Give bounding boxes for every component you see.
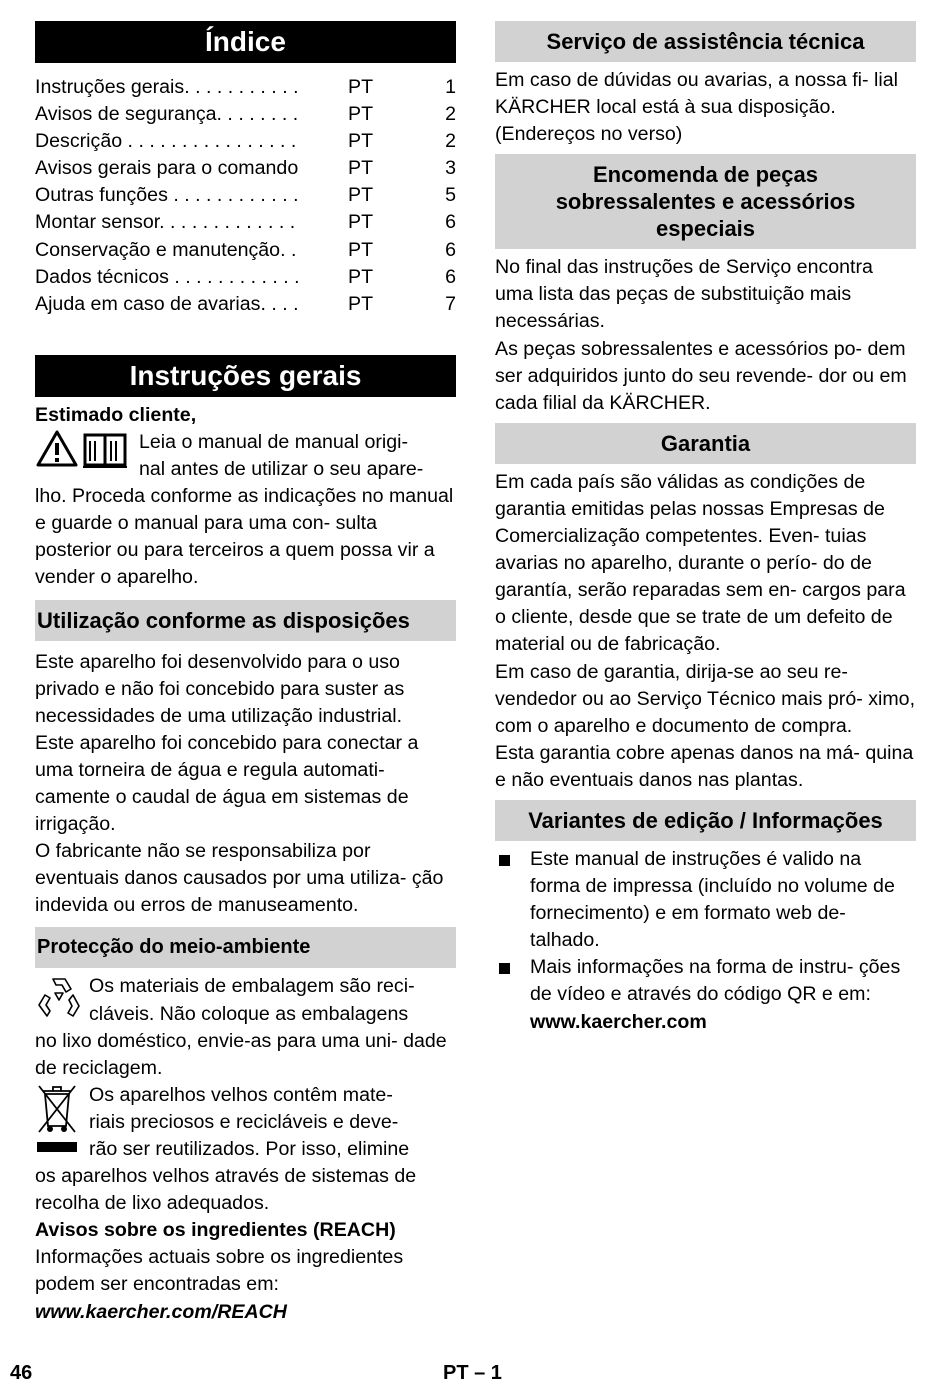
intro-line-2: nal antes de utilizar o seu apare- bbox=[139, 458, 424, 481]
left-column bbox=[35, 21, 456, 1326]
toc-page: 1 bbox=[445, 76, 456, 98]
reach-text: Informações actuais sobre os ingredientes podem ser encontradas em: bbox=[35, 1246, 404, 1296]
parts-p1: No final das instruções de Serviço encontra uma lista das peças de substituição mais necessárias. bbox=[495, 256, 873, 333]
toc-page: 6 bbox=[445, 265, 456, 288]
toc-title: Avisos de segurança. . . . . . . . bbox=[35, 103, 299, 126]
weee-block bbox=[35, 1082, 456, 1217]
recycling-icon bbox=[35, 973, 83, 1021]
warranty-p1: Em cada país são válidas as condições de garantia emitidas pelas nossas Empresas de Comercialização competentes. Even- tuias avarias no aparelho, durante o perío- do de garantía, serão reparadas sem en- cargos para o cliente, desde que se trate de um defeito de material ou de fabricação. bbox=[495, 470, 906, 656]
recycling-block bbox=[35, 973, 456, 1081]
environment-heading: Protecção do meio-ambiente bbox=[35, 927, 456, 968]
toc-lang: PT bbox=[348, 211, 374, 234]
warning-book-icon bbox=[35, 429, 133, 469]
parts-heading-line-2: sobressalentes e acessórios bbox=[555, 189, 856, 215]
weee-line-1: Os aparelhos velhos contêm mate- bbox=[89, 1083, 393, 1106]
read-manual-icons bbox=[35, 429, 133, 483]
table-of-contents bbox=[35, 74, 456, 318]
toc-lang: PT bbox=[348, 130, 374, 153]
intro-text: lho. Proceda conforme as indicações no manual e guarde o manual para uma con- sulta posterior ou para terceiros a quem possa vir a vender o aparelho. bbox=[35, 485, 454, 589]
toc-title: Ajuda em caso de avarias. . . . bbox=[35, 292, 299, 315]
toc-page: 2 bbox=[445, 130, 456, 153]
toc-row bbox=[35, 182, 456, 209]
intro-line-1: Leia o manual de manual origi- bbox=[139, 430, 409, 453]
toc-lang: PT bbox=[348, 157, 374, 180]
toc-row bbox=[35, 209, 456, 236]
parts-heading-line-3: especiais bbox=[655, 216, 756, 242]
toc-lang: PT bbox=[348, 292, 374, 315]
service-heading: Serviço de assistência técnica bbox=[495, 21, 916, 62]
warranty-p3: Esta garantia cobre apenas danos na má- quina e não eventuais danos nas plantas. bbox=[495, 741, 914, 791]
toc-row bbox=[35, 237, 456, 264]
variants-item-1: Este manual de instruções é valido na forma de impressa (incluído no volume de fornecimento) e em formato web de- talhado. bbox=[530, 847, 895, 952]
toc-row bbox=[35, 155, 456, 182]
square-bullet-icon bbox=[499, 963, 510, 974]
variants-heading: Variantes de edição / Informações bbox=[495, 800, 916, 841]
toc-title: Instruções gerais. . . . . . . . . . . bbox=[35, 76, 299, 98]
weee-line-3: rão ser reutilizados. Por isso, elimine bbox=[89, 1138, 410, 1160]
recycle-line-2: cláveis. Não coloque as embalagens bbox=[89, 1002, 409, 1025]
service-text: Em caso de dúvidas ou avarias, a nossa fi- lial KÄRCHER local está à sua disposição. (Endereços no verso) bbox=[495, 69, 898, 146]
toc-page: 6 bbox=[445, 238, 456, 261]
recycling-icon-box bbox=[35, 973, 83, 1027]
index-heading: Índice bbox=[35, 21, 456, 63]
toc-lang: PT bbox=[348, 184, 374, 207]
toc-row bbox=[35, 264, 456, 291]
toc-row bbox=[35, 74, 456, 101]
weee-icon-box bbox=[35, 1082, 83, 1162]
intended-use-p1: Este aparelho foi desenvolvido para o uso privado e não foi concebido para suster as necessidades de uma utilização industrial. bbox=[35, 650, 405, 727]
recycle-line-1: Os materiais de embalagem são reci- bbox=[89, 975, 415, 998]
right-column bbox=[495, 21, 916, 1036]
kaercher-link[interactable]: www.kaercher.com bbox=[530, 1010, 707, 1033]
toc-page: 7 bbox=[445, 292, 456, 315]
footer-lang-page: PT – 1 bbox=[443, 1362, 502, 1384]
warranty-p2: Em caso de garantia, dirija-se ao seu re- vendedor ou ao Serviço Técnico mais pró- ximo, com o aparelho e documento de compra. bbox=[495, 660, 916, 737]
general-instructions-heading: Instruções gerais bbox=[35, 355, 456, 397]
crossed-bin-icon bbox=[35, 1082, 79, 1160]
page-number: 46 bbox=[10, 1362, 33, 1384]
toc-row bbox=[35, 128, 456, 155]
toc-page: 3 bbox=[445, 157, 456, 180]
variants-item-2: Mais informações na forma de instru- ções de vídeo e através do código QR e em: bbox=[530, 956, 901, 1006]
toc-title: Dados técnicos . . . . . . . . . . . . bbox=[35, 265, 300, 288]
square-bullet-icon bbox=[499, 855, 510, 866]
reach-heading: Avisos sobre os ingredientes (REACH) bbox=[35, 1219, 396, 1242]
parts-heading bbox=[495, 154, 916, 249]
toc-title: Montar sensor. . . . . . . . . . . . . bbox=[35, 211, 296, 234]
toc-row bbox=[35, 101, 456, 128]
intended-use-heading: Utilização conforme as disposições bbox=[35, 600, 456, 641]
toc-title: Conservação e manutenção. . bbox=[35, 238, 297, 261]
toc-page: 5 bbox=[445, 184, 456, 207]
list-item bbox=[495, 954, 916, 1035]
greeting: Estimado cliente, bbox=[35, 403, 197, 426]
toc-lang: PT bbox=[348, 103, 374, 126]
recycle-text: no lixo doméstico, envie-as para uma uni- dade de reciclagem. bbox=[35, 1029, 447, 1079]
parts-p2: As peças sobressalentes e acessórios po- dem ser adquiridos junto do seu revende- dor ou em cada filial da KÄRCHER. bbox=[495, 337, 907, 414]
toc-lang: PT bbox=[348, 265, 374, 288]
toc-page: 2 bbox=[445, 103, 456, 126]
warranty-heading: Garantia bbox=[495, 423, 916, 464]
toc-lang: PT bbox=[348, 76, 374, 98]
list-item bbox=[495, 846, 916, 954]
weee-text: os aparelhos velhos através de sistemas de recolha de lixo adequados. bbox=[35, 1165, 417, 1215]
weee-line-2: riais preciosos e recicláveis e deve- bbox=[89, 1110, 399, 1133]
toc-title: Avisos gerais para o comando bbox=[35, 157, 299, 180]
parts-heading-line-1: Encomenda de peças bbox=[593, 162, 818, 188]
intro-block bbox=[35, 429, 456, 592]
intended-use-p2: Este aparelho foi concebido para conectar a uma torneira de água e regula automati- camente o caudal de água em sistemas de irrigação. bbox=[35, 731, 419, 836]
toc-title: Outras funções . . . . . . . . . . . . bbox=[35, 184, 299, 207]
toc-page: 6 bbox=[445, 211, 456, 234]
variants-list bbox=[495, 846, 916, 1036]
toc-title: Descrição . . . . . . . . . . . . . . . . bbox=[35, 130, 297, 153]
toc-lang: PT bbox=[348, 238, 374, 261]
toc-row bbox=[35, 291, 456, 318]
intended-use-p3: O fabricante não se responsabiliza por eventuais danos causados por uma utiliza- ção indevida ou erros de manuseamento. bbox=[35, 840, 444, 917]
reach-link[interactable]: www.kaercher.com/REACH bbox=[35, 1300, 287, 1323]
